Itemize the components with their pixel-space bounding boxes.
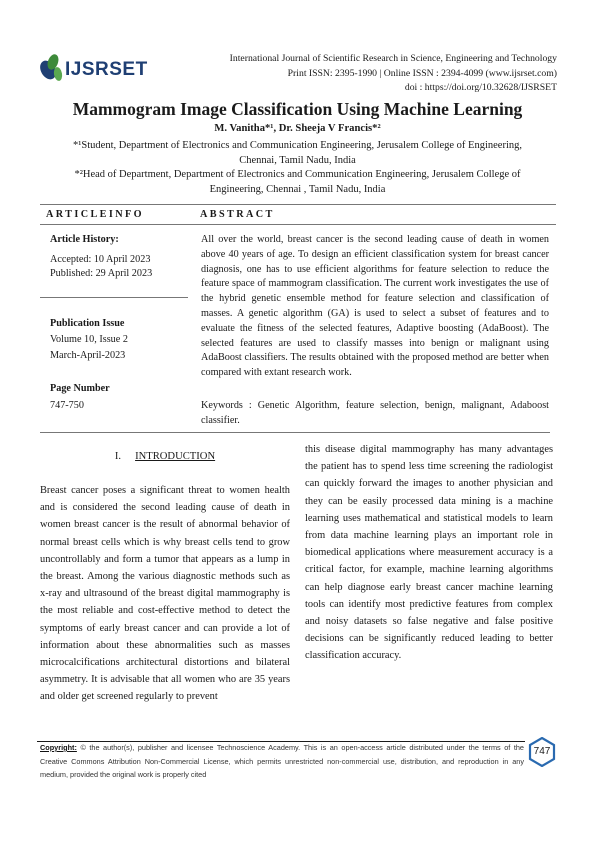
journal-issn: Print ISSN: 2395-1990 | Online ISSN : 2394-4099 (www.ijsrset.com) [287,67,557,79]
introduction-left-column: Breast cancer poses a significant threat to women health and is considered the second leading cause of death in women breast cancer is the result of abnormal behavior of normal breast cells which is why breast cells tend to grow uncontrollably and form a tumor that appears as a lump in the breast. Among the various diagnostic methods such as x-ray and ultrasound of the breast digital mammography is the most reliable and cost-effective method to detect the symptoms of early breast cancer and can provide a lot of information about these abnormalities such as masses microcalcifications architectural distortions and bilateral asymmetry. It is advisable that all women who are 35 years and older get screened regularly to prevent [40,485,290,703]
abstract-text: All over the world, breast cancer is the second leading cause of death in women above 40 years of age. To design an efficient classification system for breast cancer diagnosis, one has to use efficient algorithms for feature selection to reduce the feature space of mammogram classification. The current work investigates the use of the hybrid genetic ensemble method for feature selection and classification of masses. A genetic algorithm (GA) is used to select a subset of features and to evaluate the fitness of the selected features, Adaptive boosting (AdaBoost). The selected features are used to classify masses into benign or malignant using AdaBoost classifiers. The results obtained with the proposed method are better when compared with extant research work. [201,234,549,379]
journal-header [137,52,557,96]
journal-logo [38,50,148,90]
paper-title: Mammogram Image Classification Using Machine Learning [72,99,523,119]
copyright-text: the author(s), publisher and licensee Technoscience Academy. This is an open-access article distributed under the terms of the Creative Commons Attribution Non-Commercial License, which permits unrestricted non-commercial use, distribution, and reproduction in any medium, provided the original work is properly cited [40,743,524,779]
paper-authors: M. Vanitha*¹, Dr. Sheeja V Francis*² [214,123,381,134]
copyright-icon: © [80,743,86,752]
copyright-label: Copyright: [40,743,77,752]
introduction-right-column: this disease digital mammography has many advantages the patient has to spend less time screening the radiologist can quickly forward the images to another physician and they can be easily processed data mining is a machine learning uses mathematical and statistical models to learn from data machine learning plays an important role in biomedical applications where measurement accuracy is a critical factor, for example, machine learning algorithms can help diagnose early breast cancer machine learning tools can identify most predictive features from complex and noisy datasets so false negative and false positive decisions can be significantly reduced leading to better classification accuracy. [305,444,553,662]
abstract-heading: ABSTRACT [193,204,556,225]
publication-issue-label: Publication Issue [50,318,125,329]
keywords-text: Keywords : Genetic Algorithm, feature selection, benign, malignant, Adaboost classifier. [201,400,549,426]
affiliation-2 [50,167,545,197]
affiliation-1 [50,138,545,168]
page-number-label: Page Number [50,383,110,394]
volume-issue: Volume 10, Issue 2 [50,334,128,345]
info-divider [40,297,188,298]
logo-text: IJSRSET [65,59,148,80]
published-date: Published: 29 April 2023 [50,268,153,279]
page-number-badge [527,737,557,767]
doi-link[interactable]: doi : https://doi.org/10.32628/IJSRSET [404,82,557,93]
abstract-divider [40,432,550,433]
section-number: I. [114,451,122,462]
affiliation-2-line-1: *²Head of Department, Department of Electronics and Communication Engineering, Jerusalem College of [74,169,521,180]
journal-name: International Journal of Scientific Research in Science, Engineering and Technology [229,53,557,64]
copyright-footer [40,741,524,782]
accepted-date: Accepted: 10 April 2023 [50,254,151,265]
article-info-heading: ARTICLEINFO [40,204,193,225]
affiliation-1-line-2: Chennai, Tamil Nadu, India [239,155,356,166]
affiliation-1-line-1: *¹Student, Department of Electronics and Communication Engineering, Jerusalem College of Engineering, [73,140,522,151]
affiliation-2-line-2: Engineering, Chennai , Tamil Nadu, India [209,184,386,195]
section-heading-introduction [40,451,290,462]
publication-period: March-April-2023 [50,350,126,361]
page-number: 747 [533,746,551,757]
page-range: 747-750 [50,400,84,411]
article-history-label: Article History: [50,234,119,245]
section-title: INTRODUCTION [135,451,216,462]
